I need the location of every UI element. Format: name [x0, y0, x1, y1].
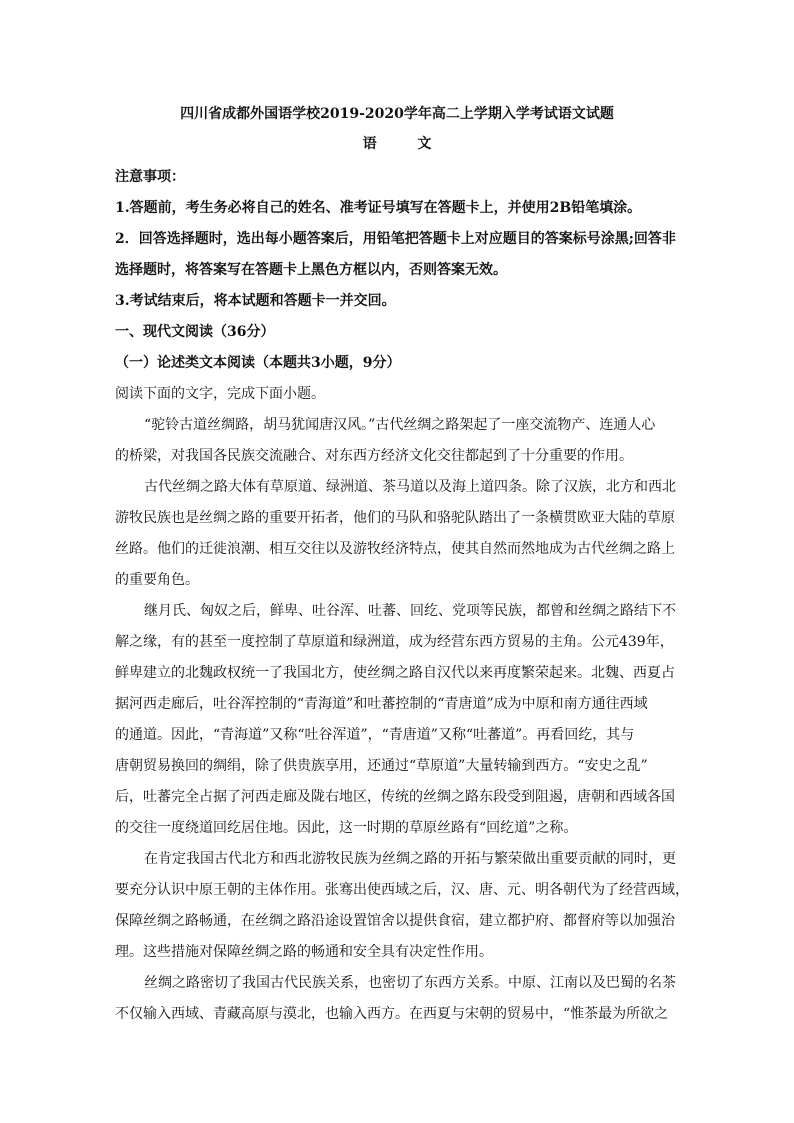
subject-heading: 语 文: [362, 136, 450, 152]
passage-line: 继月氏、匈奴之后，鲜卑、吐谷浑、吐蕃、回纥、党项等民族，都曾和丝绸之路结下不: [144, 603, 676, 619]
passage-line: 的交往一度绕道回纥居住地。因此，这一时期的草原丝路有“回纥道”之称。: [115, 820, 578, 836]
passage-line: 据河西走廊后，吐谷浑控制的“青海道”和吐蕃控制的“青唐道”成为中原和南方通往西域: [115, 696, 648, 712]
reading-instruction: 阅读下面的文字，完成下面小题。: [115, 386, 325, 402]
passage-line: 解之缘，有的甚至一度控制了草原道和绿洲道，成为经营东西方贸易的主角。公元439年，: [115, 634, 674, 650]
passage-line: 游牧民族也是丝绸之路的重要开拓者，他们的马队和骆驼队踏出了一条横贯欧亚大陆的草原: [115, 510, 675, 526]
notice-item-1: 1.答题前，考生务必将自己的姓名、准考证号填写在答题卡上，并使用2B铅笔填涂。: [115, 200, 642, 216]
exam-title: 四川省成都外国语学校2019-2020学年高二上学期入学考试语文试题: [180, 106, 614, 122]
notice-item-3: 3.考试结束后，将本试题和答题卡一并交回。: [115, 293, 396, 309]
passage-line: 的桥梁，对我国各民族交流融合、对东西方经济文化交往都起到了十分重要的作用。: [115, 448, 633, 464]
passage-line: 在肯定我国古代北方和西北游牧民族为丝绸之路的开拓与繁荣做出重要贡献的同时，更: [144, 851, 676, 867]
passage-line: 不仅输入西域、青藏高原与漠北，也输入西方。在西夏与宋朝的贸易中，“惟茶最为所欲之: [115, 1006, 669, 1022]
passage-line: 的重要角色。: [115, 572, 199, 588]
notice-item-2-line-1: 2．回答选择题时，选出每小题答案后，用铅笔把答题卡上对应题目的答案标号涂黑;回答非: [115, 231, 676, 247]
passage-line: 的通道。因此，“青海道”又称“吐谷浑道”，“青唐道”又称“吐蕃道”。再看回纥，其与: [115, 727, 635, 743]
passage-line: 丝绸之路密切了我国古代民族关系，也密切了东西方关系。中原、江南以及巴蜀的名茶: [144, 975, 676, 991]
notice-item-2-line-2: 选择题时，将答案写在答题卡上黑色方框以内，否则答案无效。: [115, 262, 507, 278]
notice-heading: 注意事项：: [115, 169, 185, 185]
passage-line: 丝路。他们的迁徙浪潮、相互交往以及游牧经济特点，使其自然而然地成为古代丝绸之路上: [115, 541, 675, 557]
passage-line: 保障丝绸之路畅通，在丝绸之路沿途设置馆舍以提供食宿，建立都护府、都督府等以加强治: [115, 913, 675, 929]
passage-line: 后，吐蕃完全占据了河西走廊及陇右地区，传统的丝绸之路东段受到阻遏，唐朝和西域各国: [115, 789, 675, 805]
passage-line: 鲜卑建立的北魏政权统一了我国北方，使丝绸之路自汉代以来再度繁荣起来。北魏、西夏占: [115, 665, 675, 681]
section-heading: 一、现代文阅读（36分）: [115, 324, 275, 340]
subsection-heading: （一）论述类文本阅读（本题共3小题，9分）: [115, 355, 401, 371]
passage-line: “驼铃古道丝绸路，胡马犹闻唐汉风。”古代丝绸之路架起了一座交流物产、连通人心: [144, 417, 656, 433]
passage-line: 古代丝绸之路大体有草原道、绿洲道、茶马道以及海上道四条。除了汉族，北方和西北: [144, 479, 676, 495]
passage-line: 唐朝贸易换回的绸绢，除了供贵族享用，还通过“草原道”大量转输到西方。“安史之乱”: [115, 758, 648, 774]
passage-line: 要充分认识中原王朝的主体作用。张骞出使西域之后，汉、唐、元、明各朝代为了经营西域，: [115, 882, 689, 898]
passage-line: 理。这些措施对保障丝绸之路的畅通和安全具有决定性作用。: [115, 944, 493, 960]
